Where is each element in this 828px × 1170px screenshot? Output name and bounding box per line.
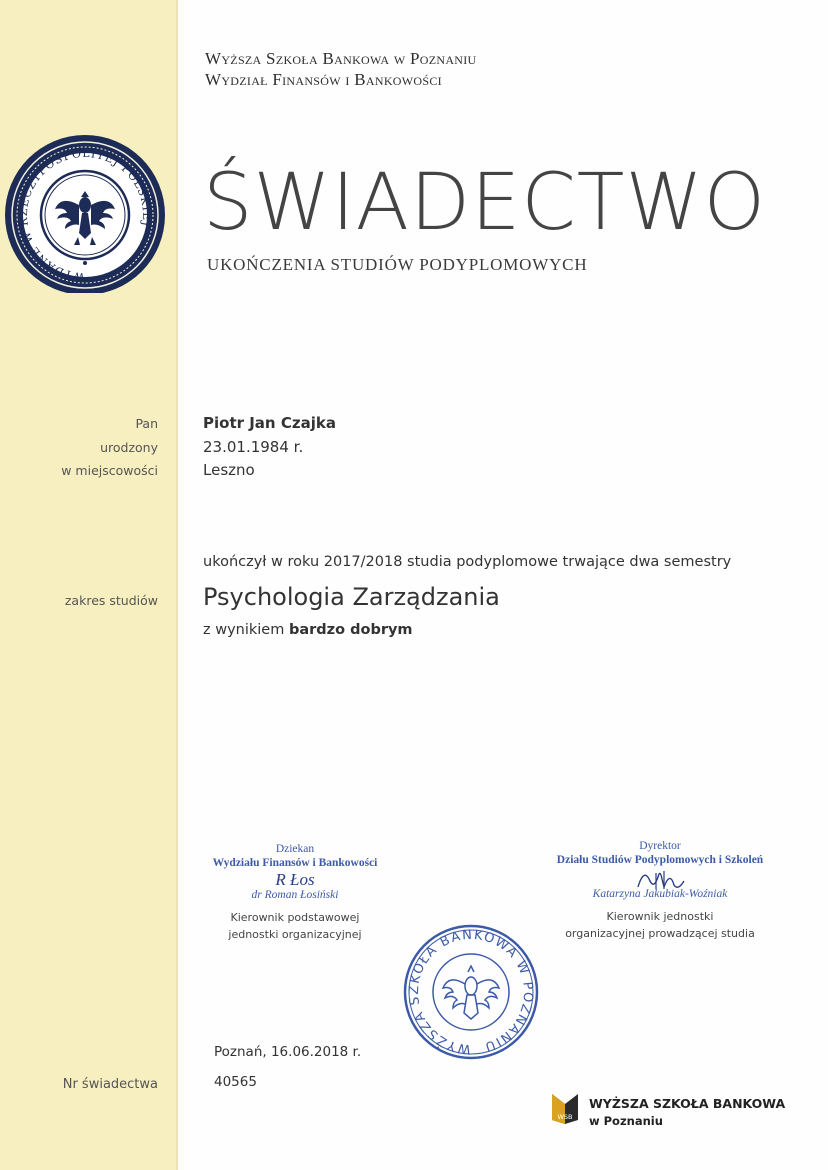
director-signature-block [540, 840, 780, 942]
dean-caption-line1: Kierownik podstawowej [230, 911, 360, 924]
birth-date: 23.01.1984 r. [203, 438, 304, 456]
place-and-date: Poznań, 16.06.2018 r. [214, 1044, 362, 1060]
seal-ring-text: WYŻSZA SZKOŁA BANKOWA W POZNANIU [406, 927, 536, 1057]
university-round-seal [396, 920, 546, 1060]
scope-label: zakres studiów [64, 593, 158, 608]
result-line [203, 622, 413, 638]
dean-signature-block [200, 843, 390, 943]
certificate-subtitle: UKOŃCZENIA STUDIÓW PODYPLOMOWYCH [207, 255, 588, 274]
pan-label: Pan [135, 416, 158, 431]
wsb-logo-mark: WSB [557, 1113, 573, 1121]
director-caption [540, 908, 780, 942]
birth-place-label: w miejscowości [61, 463, 158, 478]
faculty-name: Wydział Finansów i Bankowości [205, 70, 442, 89]
director-caption-line1: Kierownik jednostki [606, 910, 714, 923]
seal-eagle-icon [443, 966, 499, 1019]
certificate-number-label: Nr świadectwa [62, 1077, 158, 1092]
university-name: Wyższa Szkoła Bankowa w Poznaniu [205, 49, 477, 68]
born-label: urodzony [100, 440, 158, 455]
wsb-logo-line2: w Poznaniu [589, 1114, 663, 1128]
director-stamp-title: Dyrektor [639, 840, 681, 852]
wsb-logo [550, 1090, 790, 1130]
wsb-logo-icon [550, 1092, 580, 1126]
result-prefix: z wynikiem [203, 622, 285, 638]
dean-stamp-faculty: Wydziału Finansów i Bankowości [212, 857, 378, 869]
completion-text: ukończył w roku 2017/2018 studia podyplomowe trwające dwa semestry [203, 554, 732, 570]
dean-stamp-title: Dziekan [275, 843, 315, 855]
emblem-ring-text: WYDANE W RZECZYPOSPOLITEJ POLSKIEJ [16, 146, 154, 284]
certificate-number: 40565 [214, 1074, 257, 1090]
birth-place: Leszno [203, 461, 255, 479]
dean-handwritten-signature: R Łos [275, 870, 315, 889]
national-emblem-seal [0, 133, 170, 293]
director-stamp-dept: Działu Studiów Podyplomowych i Szkoleń [556, 854, 764, 866]
director-stamp-name: Katarzyna Jakubiak-Woźniak [592, 888, 728, 900]
wsb-logo-line1: WYŻSZA SZKOŁA BANKOWA [589, 1096, 786, 1111]
result-value: bardzo dobrym [288, 622, 413, 638]
director-caption-line2: organizacyjnej prowadzącej studia [565, 927, 755, 940]
university-name-header [205, 48, 477, 90]
dean-caption-line2: jednostki organizacyjnej [228, 928, 362, 941]
dean-caption [200, 909, 390, 943]
holder-name: Piotr Jan Czajka [203, 414, 336, 432]
program-name: Psychologia Zarządzania [203, 583, 500, 611]
dean-stamp-name: dr Roman Łosiński [251, 889, 339, 901]
certificate-title: ŚWIADECTWO [203, 158, 766, 248]
svg-text:WYŻSZA SZKOŁA BANKOWA W POZNAN [407, 928, 535, 1057]
strip-edge [176, 0, 178, 1170]
